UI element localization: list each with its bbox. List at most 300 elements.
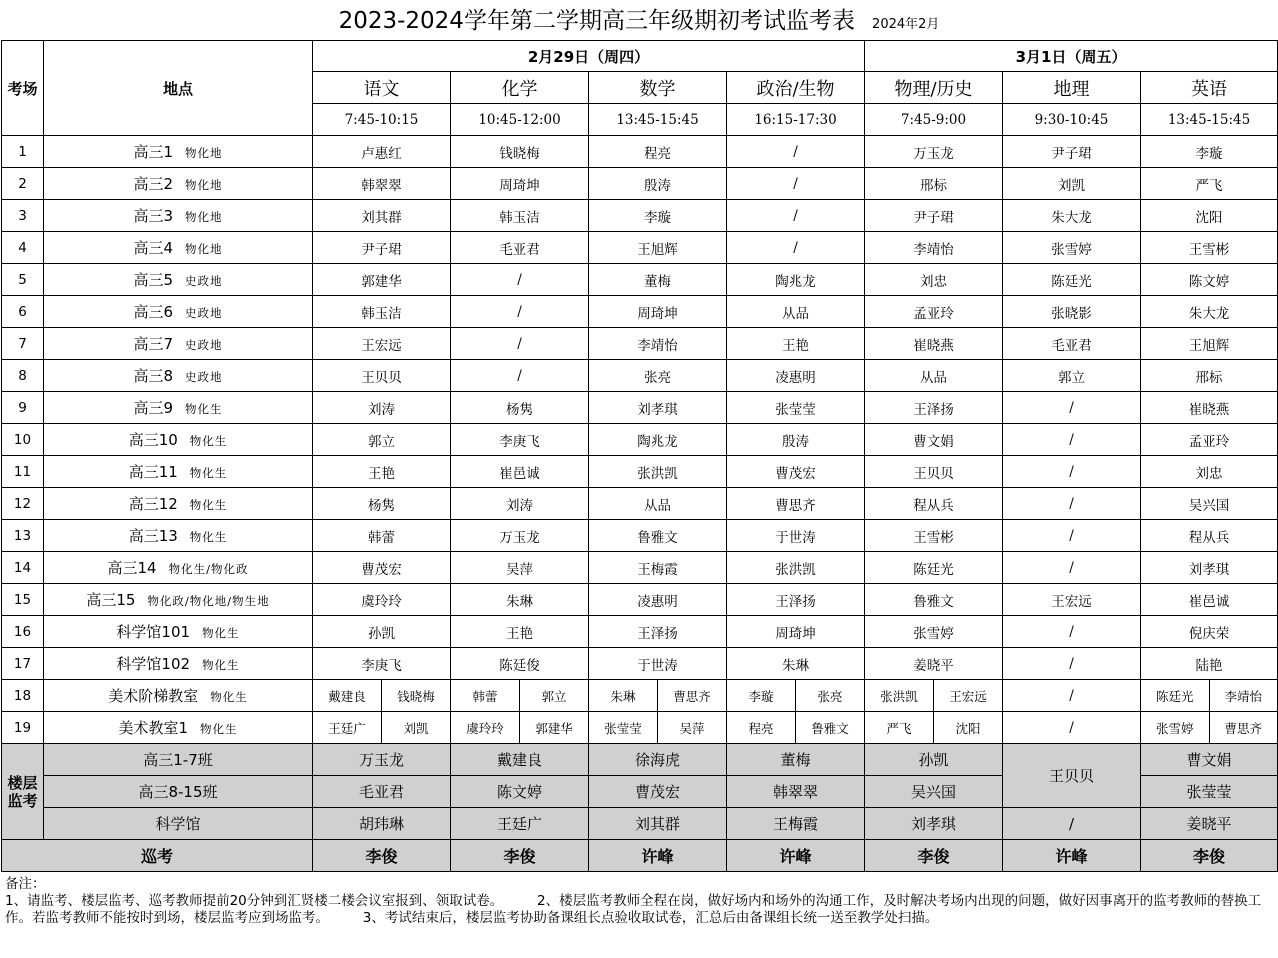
proctor-cell: 陈文婷 [1141, 264, 1278, 296]
time-header: 7:45-9:00 [865, 104, 1003, 136]
proctor-cell: 曹茂宏 [313, 552, 451, 584]
proctor-pair [727, 712, 864, 743]
proctor-pair [865, 680, 1002, 711]
notes [5, 876, 1271, 927]
patrol-cell: 李俊 [865, 840, 1003, 872]
proctor-cell: 韩玉洁 [451, 200, 589, 232]
floor-proctor-cell: 张莹莹 [1141, 776, 1278, 808]
proctor-pair-cell [865, 712, 1003, 744]
location-cell [44, 520, 313, 552]
exam-row [2, 552, 1278, 584]
proctor-cell: 王泽扬 [589, 616, 727, 648]
proctor-name: 韩蕾 [472, 688, 498, 704]
proctor-pair-cell [589, 680, 727, 712]
proctor-name: 张雪婷 [1156, 720, 1194, 736]
time-header: 7:45-10:15 [313, 104, 451, 136]
proctor-cell: 张雪婷 [1003, 232, 1141, 264]
location-type: 物化生 [210, 690, 248, 704]
location-type: 物化生 [200, 722, 238, 736]
proctor-pair-cell [1141, 680, 1278, 712]
proctor-cell: 刘其群 [313, 200, 451, 232]
exam-room-number: 10 [2, 424, 44, 456]
subject-header: 英语 [1141, 72, 1278, 104]
proctor-cell: / [451, 328, 589, 360]
proctor-pair-cell [865, 680, 1003, 712]
proctor-cell: 钱晓梅 [451, 136, 589, 168]
proctor-cell: 张雪婷 [865, 616, 1003, 648]
location-name: 高三13 [128, 527, 178, 545]
proctor-cell: 张莹莹 [727, 392, 865, 424]
proctor-cell: 李庚飞 [451, 424, 589, 456]
proctor-cell: / [451, 296, 589, 328]
subject-header: 化学 [451, 72, 589, 104]
exam-room-number: 7 [2, 328, 44, 360]
header-day1: 2月29日（周四） [313, 41, 865, 72]
location-name: 高三6 [133, 303, 174, 321]
location-name: 高三12 [128, 495, 178, 513]
proctor-name: 王宏远 [933, 680, 1002, 711]
exam-row [2, 488, 1278, 520]
patrol-cell: 李俊 [451, 840, 589, 872]
proctor-name: 郭建华 [519, 712, 588, 743]
floor-proctor-cell: 韩翠翠 [727, 776, 865, 808]
proctor-cell: 从品 [589, 488, 727, 520]
exam-row [2, 616, 1278, 648]
proctor-cell: 刘孝琪 [1141, 552, 1278, 584]
proctor-cell: / [1003, 648, 1141, 680]
proctor-pair [313, 680, 450, 711]
location-cell [44, 616, 313, 648]
proctor-pair-cell [727, 680, 865, 712]
location-cell [44, 232, 313, 264]
floor-group-name: 科学馆 [44, 808, 313, 840]
proctor-pair [727, 680, 864, 711]
location-type: 物化生 [185, 402, 223, 416]
proctor-name: 沈阳 [933, 712, 1002, 743]
patrol-cell: 许峰 [727, 840, 865, 872]
location-name: 高三15 [86, 591, 136, 609]
floor-proctor-cell: 刘孝琪 [865, 808, 1003, 840]
proctor-cell: 韩蕾 [313, 520, 451, 552]
proctor-cell: 王贝贝 [313, 360, 451, 392]
floor-proctor-cell: 吴兴国 [865, 776, 1003, 808]
proctor-cell: 王贝贝 [865, 456, 1003, 488]
exam-room-number: 13 [2, 520, 44, 552]
floor-geo-merged: 王贝贝 [1003, 744, 1141, 808]
exam-row [2, 328, 1278, 360]
proctor-pair [865, 712, 1002, 743]
proctor-cell: 王艳 [451, 616, 589, 648]
proctor-cell: 刘忠 [865, 264, 1003, 296]
floor-proctor-cell: / [1003, 808, 1141, 840]
proctor-cell: 李璇 [1141, 136, 1278, 168]
exam-room-number: 2 [2, 168, 44, 200]
location-cell [44, 552, 313, 584]
location-type: 物化生 [189, 498, 228, 512]
proctor-name: 张洪凯 [880, 688, 918, 704]
proctor-cell: 陶兆龙 [727, 264, 865, 296]
proctor-cell: 从品 [865, 360, 1003, 392]
proctor-cell: 朱大龙 [1003, 200, 1141, 232]
proctor-cell: 孟亚玲 [1141, 424, 1278, 456]
proctor-cell: / [727, 232, 865, 264]
proctor-cell: 李庚飞 [313, 648, 451, 680]
subject-header: 地理 [1003, 72, 1141, 104]
proctor-cell: 程从兵 [865, 488, 1003, 520]
exam-room-number: 19 [2, 712, 44, 744]
proctor-name: 张亮 [795, 680, 864, 711]
proctor-cell: 刘忠 [1141, 456, 1278, 488]
exam-room-number: 16 [2, 616, 44, 648]
time-header: 10:45-12:00 [451, 104, 589, 136]
proctor-cell: 倪庆荣 [1141, 616, 1278, 648]
proctor-cell: 李靖怡 [589, 328, 727, 360]
proctor-cell: 陈廷光 [865, 552, 1003, 584]
floor-proctor-cell: 刘其群 [589, 808, 727, 840]
proctor-cell: 殷涛 [727, 424, 865, 456]
exam-row [2, 424, 1278, 456]
patrol-cell: 许峰 [1003, 840, 1141, 872]
proctor-cell: 王艳 [727, 328, 865, 360]
proctor-cell: 陈廷光 [1003, 264, 1141, 296]
proctor-cell: 韩翠翠 [313, 168, 451, 200]
location-cell [44, 264, 313, 296]
location-cell [44, 648, 313, 680]
patrol-row [2, 840, 1278, 872]
exam-room-number: 3 [2, 200, 44, 232]
proctor-cell: 周琦坤 [589, 296, 727, 328]
exam-room-number: 14 [2, 552, 44, 584]
exam-row [2, 264, 1278, 296]
proctor-cell: 程亮 [589, 136, 727, 168]
proctor-cell: 王旭辉 [1141, 328, 1278, 360]
proctor-cell: 王梅霞 [589, 552, 727, 584]
proctor-pair-cell [313, 680, 451, 712]
exam-room-number: 12 [2, 488, 44, 520]
proctor-cell: / [1003, 456, 1141, 488]
proctor-cell: 孟亚玲 [865, 296, 1003, 328]
location-name: 高三1 [133, 143, 174, 161]
proctor-name: 虞玲玲 [466, 720, 504, 736]
proctor-cell: 朱琳 [451, 584, 589, 616]
location-cell [44, 456, 313, 488]
proctor-cell: 鲁雅文 [865, 584, 1003, 616]
proctor-name: 陈廷光 [1156, 688, 1194, 704]
location-type: 物化地 [185, 242, 223, 256]
proctor-pair-cell [451, 680, 589, 712]
floor-proctor-cell: 孙凯 [865, 744, 1003, 776]
proctor-cell: 王雪彬 [865, 520, 1003, 552]
exam-room-number: 15 [2, 584, 44, 616]
location-name: 高三8 [133, 367, 174, 385]
proctor-name: 曹思齐 [1209, 712, 1278, 743]
location-type: 物化生 [189, 466, 228, 480]
proctor-cell: / [451, 360, 589, 392]
proctor-cell: 凌惠明 [589, 584, 727, 616]
time-header: 13:45-15:45 [589, 104, 727, 136]
proctor-cell: / [1003, 680, 1141, 712]
title-date: 2024年2月 [872, 17, 940, 32]
exam-row [2, 584, 1278, 616]
patrol-label: 巡考 [2, 840, 313, 872]
header-day2: 3月1日（周五） [865, 41, 1278, 72]
proctor-cell: 郭立 [1003, 360, 1141, 392]
proctor-pair [451, 712, 588, 743]
location-name: 美术教室1 [118, 719, 189, 737]
proctor-cell: 毛亚君 [451, 232, 589, 264]
floor-proctor-cell: 毛亚君 [313, 776, 451, 808]
exam-row [2, 712, 1278, 744]
location-type: 物化生 [189, 434, 228, 448]
location-name: 科学馆102 [116, 655, 191, 673]
location-type: 物化地 [185, 178, 223, 192]
location-name: 高三5 [133, 271, 174, 289]
location-name: 科学馆101 [116, 623, 191, 641]
proctor-name: 李璇 [748, 688, 774, 704]
proctor-cell: 杨隽 [313, 488, 451, 520]
location-cell [44, 424, 313, 456]
proctor-cell: 曹思齐 [727, 488, 865, 520]
proctor-cell: 从品 [727, 296, 865, 328]
proctor-cell: 崔晓燕 [865, 328, 1003, 360]
floor-proctor-cell: 王廷广 [451, 808, 589, 840]
floor-proctor-cell: 徐海虎 [589, 744, 727, 776]
proctor-pair [451, 680, 588, 711]
page-title: 2023-2024学年第二学期高三年级期初考试监考表 [338, 8, 855, 34]
exam-room-number: 18 [2, 680, 44, 712]
location-type: 物化政/物化地/物生地 [147, 594, 270, 608]
proctor-cell: 曹文娟 [865, 424, 1003, 456]
proctor-cell: 陶兆龙 [589, 424, 727, 456]
proctor-cell: 严飞 [1141, 168, 1278, 200]
exam-row [2, 296, 1278, 328]
subject-header: 政治/生物 [727, 72, 865, 104]
location-cell [44, 200, 313, 232]
proctor-cell: 刘孝琪 [589, 392, 727, 424]
location-name: 高三11 [128, 463, 178, 481]
proctor-pair-cell [589, 712, 727, 744]
exam-row [2, 200, 1278, 232]
patrol-cell: 李俊 [1141, 840, 1278, 872]
proctor-cell: 郭立 [313, 424, 451, 456]
floor-proctor-cell: 董梅 [727, 744, 865, 776]
proctor-cell: 周琦坤 [727, 616, 865, 648]
location-cell [44, 584, 313, 616]
exam-row [2, 456, 1278, 488]
location-name: 高三10 [128, 431, 178, 449]
proctor-cell: / [727, 200, 865, 232]
proctor-cell: 王宏远 [313, 328, 451, 360]
proctor-cell: 朱大龙 [1141, 296, 1278, 328]
proctor-cell: 杨隽 [451, 392, 589, 424]
proctor-name: 鲁雅文 [795, 712, 864, 743]
proctor-cell: / [1003, 616, 1141, 648]
location-name: 美术阶梯教室 [108, 687, 199, 705]
proctor-pair [313, 712, 450, 743]
proctor-cell: 尹子珺 [313, 232, 451, 264]
proctor-cell: 毛亚君 [1003, 328, 1141, 360]
proctor-cell: 邢标 [865, 168, 1003, 200]
exam-room-number: 6 [2, 296, 44, 328]
proctor-cell: 刘凯 [1003, 168, 1141, 200]
header-exam-room: 考场 [2, 41, 44, 136]
proctor-cell: 尹子珺 [865, 200, 1003, 232]
location-name: 高三4 [133, 239, 174, 257]
exam-row [2, 392, 1278, 424]
location-type: 物化生 [189, 530, 228, 544]
exam-row [2, 680, 1278, 712]
proctor-cell: 王宏远 [1003, 584, 1141, 616]
floor-proctor-row [2, 744, 1278, 776]
proctor-cell: / [1003, 552, 1141, 584]
proctor-cell: / [1003, 488, 1141, 520]
patrol-cell: 许峰 [589, 840, 727, 872]
proctor-pair [589, 680, 726, 711]
proctor-cell: / [1003, 392, 1141, 424]
proctor-cell: / [1003, 424, 1141, 456]
proctor-cell: / [1003, 520, 1141, 552]
proctor-cell: 李璇 [589, 200, 727, 232]
proctor-name: 程亮 [748, 720, 774, 736]
exam-row [2, 168, 1278, 200]
header-location: 地点 [44, 41, 313, 136]
proctor-pair [1141, 712, 1277, 743]
floor-group-name: 高三8-15班 [44, 776, 313, 808]
subject-header: 数学 [589, 72, 727, 104]
proctor-cell: / [727, 168, 865, 200]
floor-proctor-cell: 王梅霞 [727, 808, 865, 840]
time-header: 13:45-15:45 [1141, 104, 1278, 136]
location-type: 史政地 [185, 306, 223, 320]
proctor-cell: / [727, 136, 865, 168]
proctor-cell: 陈廷俊 [451, 648, 589, 680]
location-cell [44, 296, 313, 328]
proctor-cell: 王艳 [313, 456, 451, 488]
location-type: 物化生/物化政 [168, 562, 249, 576]
exam-row [2, 648, 1278, 680]
proctor-cell: 张洪凯 [589, 456, 727, 488]
location-cell [44, 712, 313, 744]
proctor-cell: 程从兵 [1141, 520, 1278, 552]
location-type: 物化地 [185, 210, 223, 224]
floor-proctor-cell: 戴建良 [451, 744, 589, 776]
proctor-cell: 郭建华 [313, 264, 451, 296]
proctor-cell: 刘涛 [313, 392, 451, 424]
proctor-cell: 尹子珺 [1003, 136, 1141, 168]
proctor-cell: 姜晓平 [865, 648, 1003, 680]
location-cell [44, 360, 313, 392]
proctor-name: 吴萍 [657, 712, 726, 743]
floor-proctor-cell: 万玉龙 [313, 744, 451, 776]
exam-room-number: 11 [2, 456, 44, 488]
proctor-name: 钱晓梅 [381, 680, 450, 711]
proctor-cell: 韩玉洁 [313, 296, 451, 328]
proctor-name: 郭立 [519, 680, 588, 711]
proctor-cell: 于世涛 [727, 520, 865, 552]
proctor-table [1, 40, 1278, 872]
notes-text: 1、请监考、楼层监考、巡考教师提前20分钟到汇贤楼二楼会议室报到、领取试卷。 2、楼层监考教师全程在岗，做好场内和场外的沟通工作，及时解决考场内出现的问题，做好因事离开的监考教师的替换工作。若监考教师不能按时到场，楼层监考应到场监考。 3、考试结束后，楼层监考协助备课组长点验收取试卷，汇总后由备课组长统一送至教学处扫描。 [5, 893, 1262, 926]
proctor-cell: 凌惠明 [727, 360, 865, 392]
exam-room-number: 9 [2, 392, 44, 424]
patrol-cell: 李俊 [313, 840, 451, 872]
proctor-cell: 张洪凯 [727, 552, 865, 584]
proctor-cell: 张亮 [589, 360, 727, 392]
subject-header: 语文 [313, 72, 451, 104]
location-type: 物化生 [202, 626, 240, 640]
exam-room-number: 8 [2, 360, 44, 392]
exam-room-number: 5 [2, 264, 44, 296]
time-header: 16:15-17:30 [727, 104, 865, 136]
proctor-cell: / [1003, 712, 1141, 744]
proctor-pair [1141, 680, 1277, 711]
location-type: 物化地 [185, 146, 223, 160]
proctor-cell: 崔邑诚 [1141, 584, 1278, 616]
proctor-name: 刘凯 [381, 712, 450, 743]
proctor-cell: 朱琳 [727, 648, 865, 680]
proctor-pair [589, 712, 726, 743]
proctor-cell: 邢标 [1141, 360, 1278, 392]
location-cell [44, 488, 313, 520]
location-type: 史政地 [185, 370, 223, 384]
location-name: 高三9 [133, 399, 174, 417]
exam-room-number: 4 [2, 232, 44, 264]
proctor-cell: 卢惠红 [313, 136, 451, 168]
proctor-name: 曹思齐 [657, 680, 726, 711]
proctor-cell: 王泽扬 [865, 392, 1003, 424]
floor-proctor-cell: 姜晓平 [1141, 808, 1278, 840]
floor-proctor-cell: 曹文娟 [1141, 744, 1278, 776]
proctor-pair-cell [727, 712, 865, 744]
location-type: 物化生 [202, 658, 240, 672]
proctor-cell: 陆艳 [1141, 648, 1278, 680]
proctor-cell: 吴萍 [451, 552, 589, 584]
location-cell [44, 680, 313, 712]
proctor-pair-cell [1141, 712, 1278, 744]
location-name: 高三7 [133, 335, 174, 353]
exam-room-number: 1 [2, 136, 44, 168]
proctor-cell: 万玉龙 [865, 136, 1003, 168]
floor-proctor-label: 楼层监考 [2, 744, 44, 840]
exam-row [2, 232, 1278, 264]
proctor-cell: 于世涛 [589, 648, 727, 680]
proctor-cell: 刘涛 [451, 488, 589, 520]
floor-proctor-cell: 曹茂宏 [589, 776, 727, 808]
location-cell [44, 136, 313, 168]
location-cell [44, 168, 313, 200]
proctor-name: 张莹莹 [604, 720, 642, 736]
location-cell [44, 392, 313, 424]
proctor-cell: 殷涛 [589, 168, 727, 200]
proctor-name: 严飞 [886, 720, 912, 736]
proctor-cell: 王雪彬 [1141, 232, 1278, 264]
proctor-cell: 董梅 [589, 264, 727, 296]
proctor-name: 王廷广 [328, 720, 366, 736]
proctor-cell: 王旭辉 [589, 232, 727, 264]
title-bar [0, 0, 1278, 40]
proctor-cell: 周琦坤 [451, 168, 589, 200]
floor-group-name: 高三1-7班 [44, 744, 313, 776]
floor-proctor-row [2, 808, 1278, 840]
subject-header: 物理/历史 [865, 72, 1003, 104]
proctor-cell: 李靖怡 [865, 232, 1003, 264]
location-type: 史政地 [185, 338, 223, 352]
proctor-cell: / [451, 264, 589, 296]
proctor-cell: 吴兴国 [1141, 488, 1278, 520]
proctor-cell: 曹茂宏 [727, 456, 865, 488]
proctor-cell: 虞玲玲 [313, 584, 451, 616]
exam-room-number: 17 [2, 648, 44, 680]
proctor-cell: 崔邑诚 [451, 456, 589, 488]
